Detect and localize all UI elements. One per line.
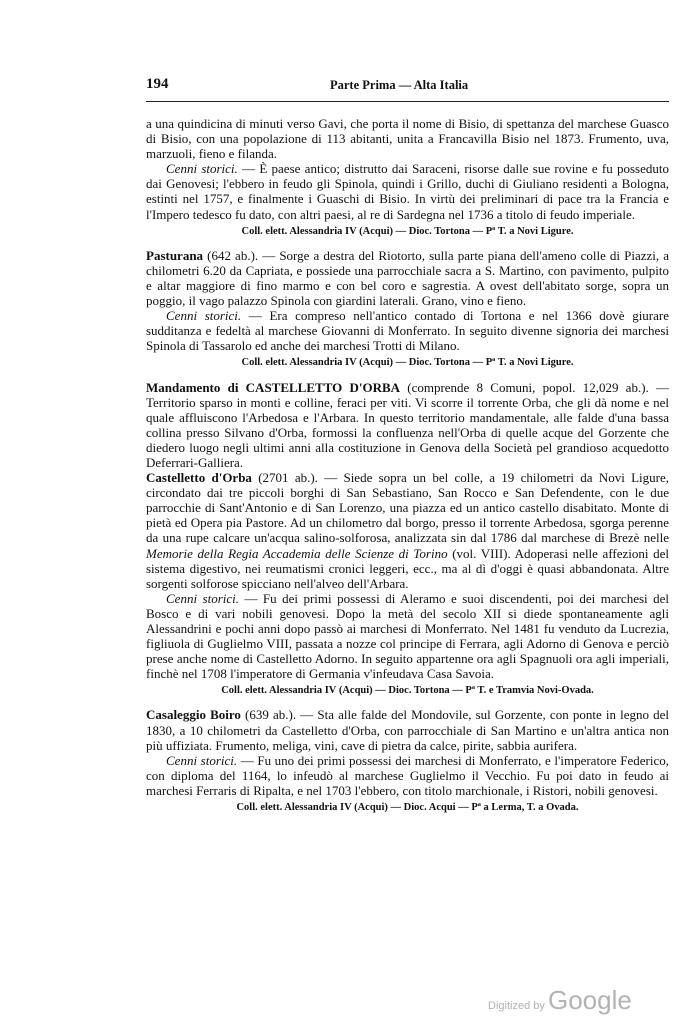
page-number: 194 [146, 76, 169, 92]
section-label: Cenni storici. [166, 161, 238, 177]
entry-heading: Pasturana [146, 247, 204, 263]
section-label: Cenni storici. [166, 590, 239, 606]
reference-line: Coll. elett. Alessandria IV (Acqui) — Dioc. Acqui — Pª a Lerma, T. a Ovada. [236, 802, 579, 814]
paragraph: a una quindicina di minuti verso Gavi, che porta il nome di Bisio, di spettanza del marchese Guasco di Bisio, con una popolazione di 113 abitanti, unita a Francavilla Bisio nel 1873. Frumento, uva, marzuoli, fieno e filanda. [146, 116, 669, 162]
paragraph-text: (vol. VIII). Adoperasi nelle affezioni del sistema digestivo, nei reumatismi cronici leggeri, ecc., ma al dì d'oggi è quasi abbandonata. Altre sorgenti solforose spicciano nell'alveo dell'Arbara. [146, 545, 669, 591]
paragraph [146, 591, 669, 682]
reference-line: Coll. elett. Alessandria IV (Acqui) — Dioc. Tortona — Pª T. a Novi Ligure. [241, 225, 574, 237]
paragraph-text: (639 ab.). — Sta alle falde del Mondovile, sul Gorzente, con ponte in legno del 1830, a 10 chilometri da Castelletto d'Orba, con parrocchiale di San Martino e un'altra antica non più uffiziata. Frumento, meliga, vini, cave di pietra da calce, pirite, sabbia aurifera. [146, 707, 669, 753]
paragraph-text: — Era compreso nell'antico contado di Tortona e nel 1366 dovè giurare sudditanza e fedeltà al marchese Giovanni di Monferrato. In seguito divenne signoria dei marchesi Spinola di Tassarolo ed anche dei marchesi Trotti di Milano. [146, 308, 670, 354]
entry-mandamento [146, 380, 669, 471]
running-header [146, 76, 676, 96]
section-label: Cenni storici. [166, 752, 238, 768]
italic-title: Memorie della Regia Accademia delle Scienze di Torino [146, 545, 448, 561]
entry-heading: Casaleggio Boiro [146, 707, 241, 723]
header-rule [146, 101, 669, 102]
entry-casaleggio [146, 707, 669, 752]
paragraph [146, 753, 669, 798]
digitized-by-label: Digitized by [488, 1000, 545, 1012]
paragraph-text: (comprende 8 Comuni, popol. 12,029 ab.). — Territorio sparso in monti e colline, feraci per viti. Vi scorre il torrente Orba, che gli dà nome e nel quale affluiscono l'Arbedosa e l'Arbara. In questo territorio mandamentale, alle falde d'una bassa collina presso Silvano d'Orba, formossi la confluenza nell'Orba di quelle acque del Gorzente che diedero luogo negli ultimi anni alla costituzione in Genova della Società pel grandioso acquedotto Deferrari-Galliera. [146, 379, 669, 470]
entry-heading: Castelletto d'Orba [146, 470, 252, 486]
digitized-watermark [488, 985, 648, 1021]
paragraph-text: — Fu uno dei primi possessi dei marchesi di Monferrato, e l'imperatore Federico, con diploma del 1164, lo infeudò al marchese Guglielmo il Vecchio. Fu poi dato in feudo ai marchesi Ferraris di Ripalta, e nel 1703 l'ebbero, con titolo marchionale, i Ristori, nobili genovesi. [146, 752, 669, 798]
google-logo: Google [548, 985, 632, 1015]
paragraph [146, 161, 669, 221]
reference-line: Coll. elett. Alessandria IV (Acqui) — Dioc. Tortona — Pª T. e Tramvia Novi-Ovada. [221, 685, 594, 697]
paragraph-text: — Fu dei primi possessi di Aleramo e suoi discendenti, poi dei marchesi del Bosco e di vari nobili genovesi. Dopo la metà del secolo XII si diede spontaneamente agli Alessandrini e pochi anni dopo passò ai marchesi di Monferrato. Nel 1481 fu venduto da Lucrezia, figliuola di Guglielmo VIII, passata a nozze col principe di Ferrara, agli Adorno di Genova e perciò prese anche nome di Castelletto Adorno. In seguito appartenne ora agli Spagnuoli ora agli imperiali, finchè nel 1708 l'imperatore di Germania v'infeudava Casa Savoia. [146, 590, 669, 682]
entry-heading: Mandamento di CASTELLETTO D'ORBA [146, 379, 401, 395]
paragraph-text: (2701 ab.). — Siede sopra un bel colle, a 19 chilometri da Novi Ligure, circondato dai tre piccoli borghi di San Sebastiano, San Rocco e San Defendente, con le due parrocchie di Sant'Antonio e di San Lorenzo, una piazza ed un antico castello disabitato. Monte di pietà ed Opera pia Pastore. Ad un chilometro dal borgo, presso il torrente Arbedosa, sgorga perenne da una rupe calcare un'acqua salino-solforosa, analizzata sin dal 1786 dal marchese di Brezè nelle [146, 470, 670, 546]
running-title: Parte Prima — Alta Italia [330, 78, 469, 92]
paragraph-text: (642 ab.). — Sorge a destra del Riotorto, sulla parte piana dell'ameno colle di Piazzi, a chilometri 6.20 da Capriata, e possiede una parrocchiale sacra a S. Martino, con pavimento, pulpito e altar maggiore di fino marmo e con bel coro e sagrestia. A ovest dell'abitato sorge, sopra un poggio, il vago palazzo Spinola con giardini laterali. Grano, vino e fieno. [146, 247, 669, 309]
paragraph-text: — È paese antico; distrutto dai Saraceni, risorse dalle sue rovine e fu posseduto dai Genovesi; l'ebbero in feudo gli Spinola, quindi i Grillo, duchi di Giuliano residenti a Bologna, estinti nel 1757, e finalmente i Guaschi di Bisio. In virtù dei preliminari di pace tra la Francia e l'Impero tedesco fu dato, con altri paesi, al re di Sardegna nel 1736 a titolo di feudo imperiale. [146, 161, 669, 222]
page-body [146, 116, 669, 815]
entry-pasturana [146, 248, 669, 308]
section-label: Cenni storici. [166, 308, 242, 324]
entry-castelletto [146, 470, 669, 591]
paragraph [146, 308, 669, 353]
reference-line: Coll. elett. Alessandria IV (Acqui) — Dioc. Tortona — Pª T. a Novi Ligure. [241, 357, 574, 369]
